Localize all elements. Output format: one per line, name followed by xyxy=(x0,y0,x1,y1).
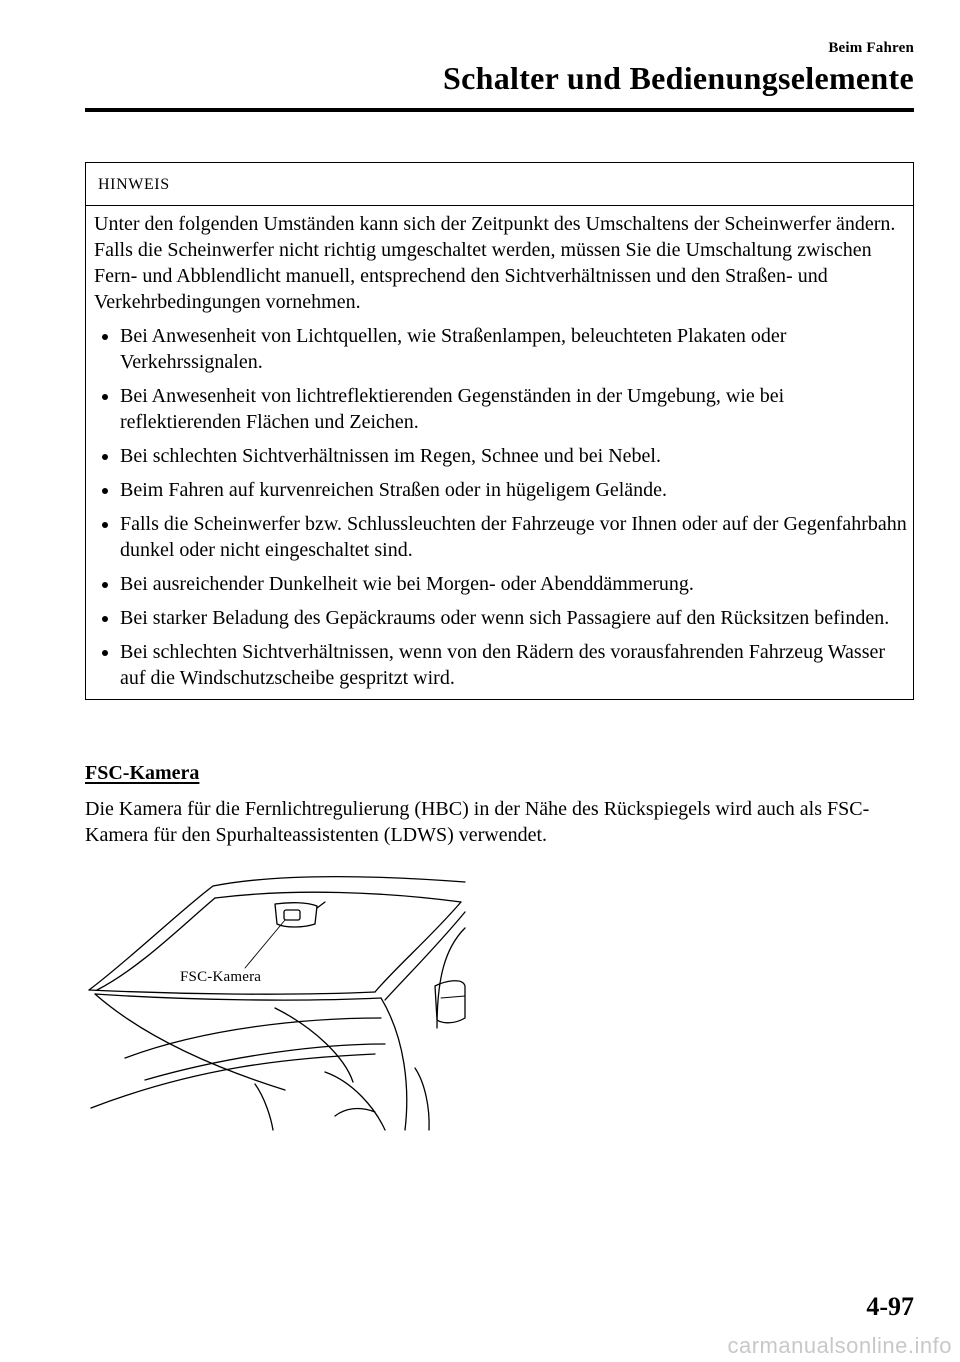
page-number: 4-97 xyxy=(866,1292,914,1321)
bullet-icon xyxy=(102,582,108,588)
note-bullet-text: Bei schlechten Sichtverhältnissen, wenn von den Rädern des vorausfahrenden Fahrzeug Wasser auf die Windschutzscheibe gespritzt wird. xyxy=(120,641,886,689)
note-bullet-text: Beim Fahren auf kurvenreichen Straßen oder in hügeligem Gelände. xyxy=(120,479,668,501)
note-bullet-text: Bei ausreichender Dunkelheit wie bei Morgen- oder Abenddämmerung. xyxy=(120,573,694,595)
note-title: HINWEIS xyxy=(86,163,913,206)
note-box xyxy=(85,162,914,700)
header-rule xyxy=(85,108,914,112)
camera-callout-label: FSC-Kamera xyxy=(180,969,262,985)
bullet-icon xyxy=(102,522,108,528)
bullet-icon xyxy=(102,334,108,340)
note-bullet-text: Bei starker Beladung des Gepäckraums oder wenn sich Passagiere auf den Rücksitzen befinden. xyxy=(120,607,890,629)
note-bullet-text: Bei Anwesenheit von Lichtquellen, wie Straßenlampen, beleuchteten Plakaten oder Verkehrssignalen. xyxy=(120,325,787,373)
bullet-icon xyxy=(102,454,108,460)
section-heading: FSC-Kamera xyxy=(85,762,200,784)
bullet-icon xyxy=(102,488,108,494)
section-label: Beim Fahren xyxy=(828,40,914,56)
note-bullet-text: Bei Anwesenheit von lichtreflektierenden Gegenständen in der Umgebung, wie bei reflektierenden Flächen und Zeichen. xyxy=(120,385,785,433)
bullet-icon xyxy=(102,616,108,622)
section-paragraph: Die Kamera für die Fernlichtregulierung (HBC) in der Nähe des Rückspiegels wird auch als FSC-Kamera für den Spurhalteassistenten (LDWS) verwendet. xyxy=(85,798,870,846)
note-bullet xyxy=(94,639,907,691)
note-bullet xyxy=(94,443,907,469)
note-bullet xyxy=(94,511,907,563)
note-bullet xyxy=(94,605,907,631)
bullet-icon xyxy=(102,650,108,656)
note-body xyxy=(86,206,913,699)
note-bullet xyxy=(94,383,907,435)
note-bullet xyxy=(94,323,907,375)
note-bullet xyxy=(94,571,907,597)
note-bullet-list xyxy=(94,323,907,691)
bullet-icon xyxy=(102,394,108,400)
note-intro: Unter den folgenden Umständen kann sich der Zeitpunkt des Umschaltens der Scheinwerfer ändern. Falls die Scheinwerfer nicht richtig umgeschaltet werden, müssen Sie die Umschaltung zwischen Fern- und Abblendlicht manuell, entsprechend den Sichtverhältnissen und den Straßen- und Verkehrbedingungen vornehmen. xyxy=(94,213,896,313)
windshield-camera-drawing xyxy=(85,868,470,1138)
note-bullet xyxy=(94,477,907,503)
note-bullet-text: Bei schlechten Sichtverhältnissen im Regen, Schnee und bei Nebel. xyxy=(120,445,661,467)
car-windshield-illustration xyxy=(85,868,470,1138)
page-title: Schalter und Bedienungselemente xyxy=(443,60,914,96)
note-bullet-text: Falls die Scheinwerfer bzw. Schlussleuchten der Fahrzeuge vor Ihnen oder auf der Gegenfahrbahn dunkel oder nicht eingeschaltet sind. xyxy=(120,513,907,561)
watermark: carmanualsonline.info xyxy=(727,1333,952,1358)
